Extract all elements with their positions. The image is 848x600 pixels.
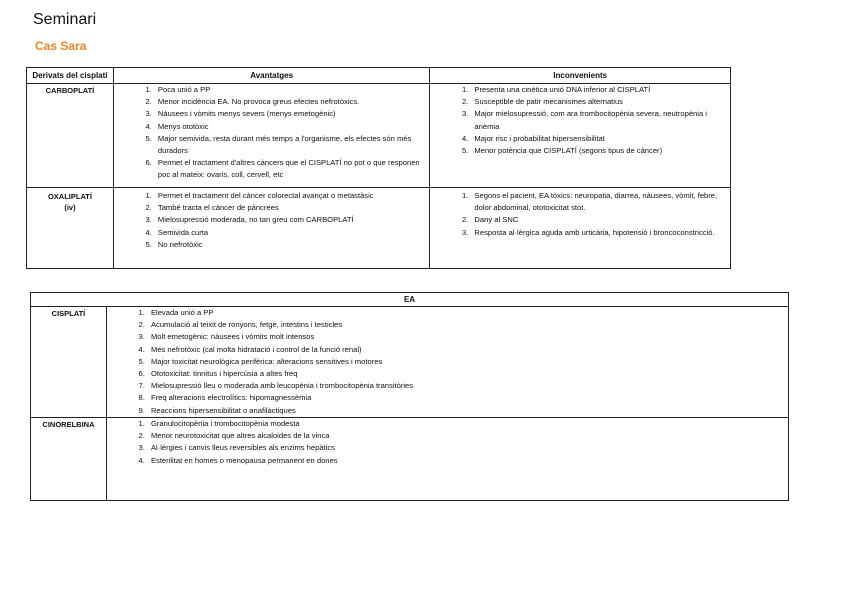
list-item: 2. També tracta el càncer de pàncrees <box>154 202 430 214</box>
effects-cell <box>106 418 788 501</box>
adverse-effects-table <box>30 292 789 501</box>
table-row <box>31 307 789 418</box>
effects-cell <box>106 307 788 418</box>
table-header-row <box>27 68 731 84</box>
column-header-derivatives: Derivats del cisplatí <box>27 68 114 84</box>
list-item: 2. Susceptible de patir mecanismes alternatius <box>470 96 730 108</box>
list-item: 2. Menor neurotoxicitat que altres alcaloides de la vinca <box>147 430 788 442</box>
row-label-route: (iv) <box>64 203 76 212</box>
column-header-advantages: Avantatges <box>113 68 430 84</box>
list-item: 2. Dany al SNC <box>470 214 730 226</box>
table-header-row <box>31 293 789 307</box>
list-item: 6. Permet el tractament d'altres càncers que el CISPLATÍ no pot o que responen poc al mateix: ovaris, coll, cervell, etc <box>154 157 430 181</box>
list-item: 5. No nefrotòxic <box>154 239 430 251</box>
list-item: 1. Permet el tractament del càncer colorectal avançat o metastàsic <box>154 190 430 202</box>
case-subtitle: Cas Sara <box>35 39 87 53</box>
column-header-ea: EA <box>31 293 789 307</box>
advantages-cell <box>113 84 430 188</box>
list-item: 2. Menor incidència EA. No provoca greus efectes nefrotòxics. <box>154 96 430 108</box>
list-item: 5. Major semivida, resta durant més temps a l'organisme, els efectes són més duradors <box>154 133 430 157</box>
disadvantages-list <box>430 190 730 239</box>
disadvantages-list <box>430 84 730 157</box>
list-item: 4. Esterilitat en homes o menopausa permanent en dones <box>147 455 788 467</box>
list-item: 2. Acumulació al teixit de ronyons, fetge, intestins i testicles <box>147 319 788 331</box>
list-item: 4. Semivida curta <box>154 227 430 239</box>
effects-list <box>107 307 788 417</box>
list-item: 3. Major mielosupressió, com ara trombocitopènia severa, neutropènia i anèmia <box>470 108 730 132</box>
list-item: 1. Elevada unió a PP <box>147 307 788 319</box>
effects-list <box>107 418 788 467</box>
list-item: 1. Granulocitopènia i trombocitopènia modesta <box>147 418 788 430</box>
row-label-text: CARBOPLATÍ <box>45 86 95 95</box>
disadvantages-cell <box>430 188 731 269</box>
list-item: 4. Més nefrotòxic (cal molta hidratació i control de la funció renal) <box>147 344 788 356</box>
list-item: 1. Presenta una cinètica unió DNA inferior al CISPLATÍ <box>470 84 730 96</box>
list-item: 8. Freq alteracions electrolítics: hipomagnessèmia <box>147 392 788 404</box>
list-item: 3. Resposta al·lèrgica aguda amb urticària, hipotensió i broncoconstricció. <box>470 227 730 239</box>
list-item: 3. Al·lèrgies i canvis lleus reversibles als enzims hepàtics <box>147 442 788 454</box>
list-item: 6. Ototoxicitat: tinnitus i hipercúsia a altes freq <box>147 368 788 380</box>
list-item: 5. Menor potència que CISPLATÍ (segons tipus de càncer) <box>470 145 730 157</box>
page-title: Seminari <box>33 11 97 28</box>
row-label-cinorelbina: CINORELBINA <box>31 418 107 501</box>
table-row <box>27 84 731 188</box>
advantages-cell <box>113 188 430 269</box>
row-label-cisplati: CISPLATÍ <box>31 307 107 418</box>
list-item: 1. Segons el pacient, EA tòxics: neuropatia, diarrea, nàusees, vòmit, febre, dolor abdominal, ototoxicitat stot. <box>470 190 730 214</box>
list-item: 3. Molt emetogènic: nàusees i vòmits molt intensos <box>147 331 788 343</box>
advantages-list <box>114 84 430 182</box>
list-item: 1. Poca unió a PP <box>154 84 430 96</box>
table-row <box>31 418 789 501</box>
row-label-text: OXALIPLATÍ <box>47 192 92 201</box>
list-item: 4. Major risc i probabilitat hipersensibilitat <box>470 133 730 145</box>
list-item: 4. Menys ototòxic <box>154 121 430 133</box>
derivatives-table <box>26 67 731 269</box>
list-item: 3. Nàusees i vòmits menys severs (menys emetogènic) <box>154 108 430 120</box>
list-item: 3. Mielosupressió moderada, no tan greu com CARBOPLATÍ <box>154 214 430 226</box>
table-row <box>27 188 731 269</box>
list-item: 7. Mielosupressió lleu o moderada amb leucopènia i trombocitopènia transitòries <box>147 380 788 392</box>
list-item: 9. Reaccions hipersensibilitat o anafilàctiques <box>147 405 788 417</box>
list-item: 5. Major toxicitat neurològica perifèrica: alteracions sensitives i motores <box>147 356 788 368</box>
row-label-carboplati <box>27 84 114 188</box>
row-label-oxaliplati <box>27 188 114 269</box>
advantages-list <box>114 190 430 251</box>
disadvantages-cell <box>430 84 731 188</box>
column-header-disadvantages: Inconvenients <box>430 68 731 84</box>
